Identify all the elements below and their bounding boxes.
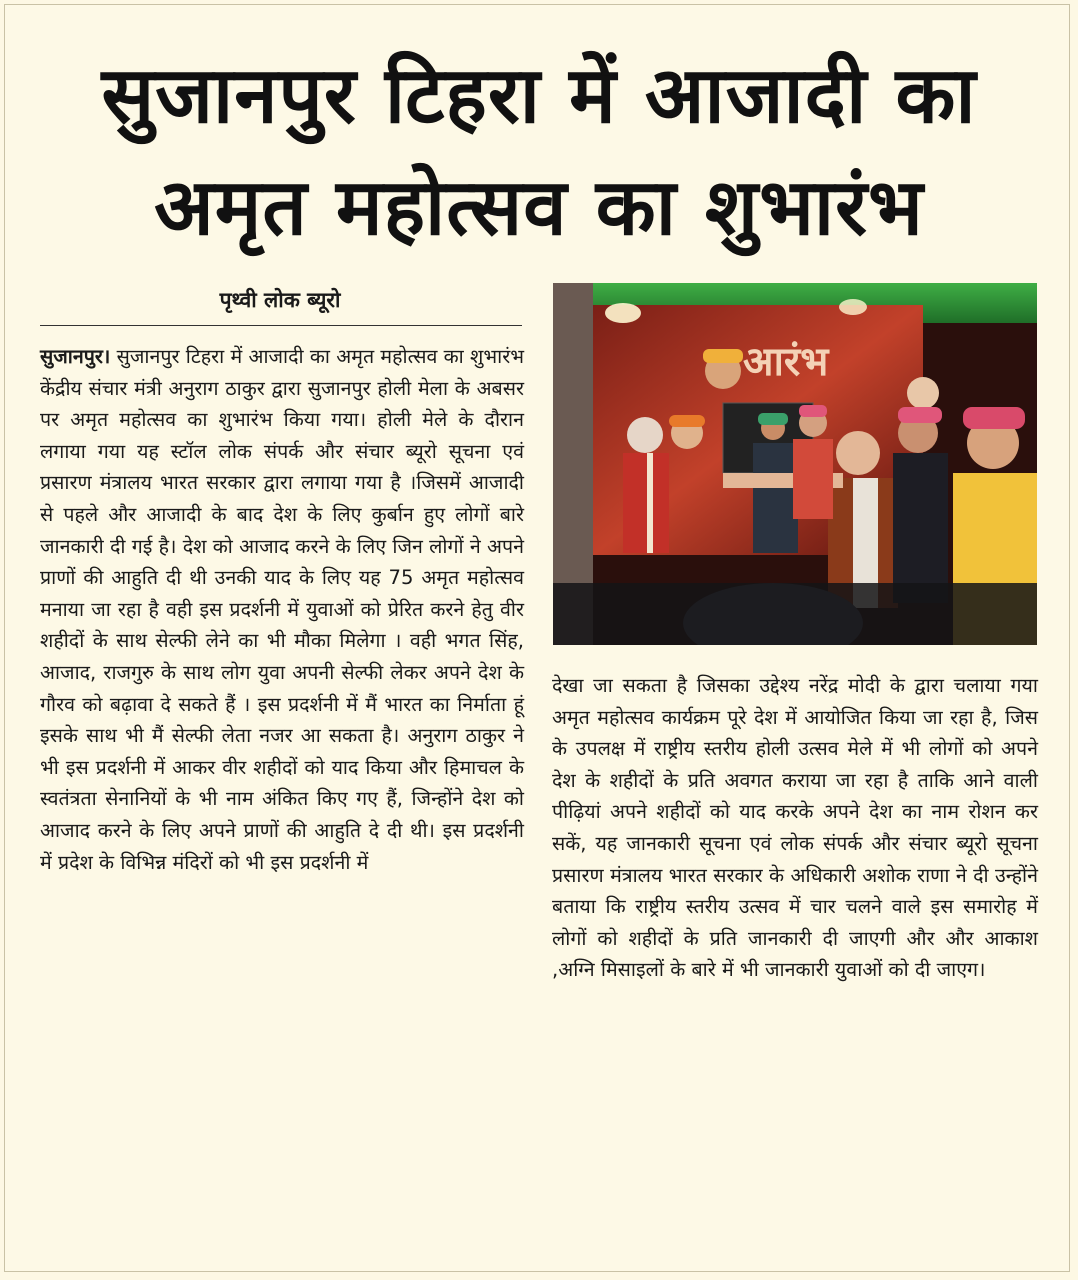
dateline: सुजानपुर।	[40, 345, 111, 368]
article-left-text: सुजानपुर टिहरा में आजादी का अमृत महोत्सव का शुभारंभ केंद्रीय संचार मंत्री अनुराग ठाकुर द्वारा सुजानपुर होली मेला के अबसर पर अमृत महोत्सव का शुभारंभ किया गया। होली मेले के दौरान लगाया गया यह स्टॉल लोक संपर्क और संचार ब्यूरो सूचना एवं प्रसारण मंत्रालय भारत सरकार द्वारा लगाया गया है ।जिसमें आजादी से पहले और आजादी के बाद देश के लिए कुर्बान हुए लोगों बारे जानकारी दी गई है। देश को आजाद करने के लिए जिन लोगों ने अपने प्राणों की आहुति दी थी उनकी याद के लिए यह 75 अमृत महोत्सव मनाया जा रहा है वही इस प्रदर्शनी में युवाओं को प्रेरित करने हेतु वीर शहीदों के साथ सेल्फी लेने का भी मौका मिलेगा । वही भगत सिंह, आजाद, राजगुरु के साथ लोग युवा अपनी सेल्फी लेकर अपने देश के गौरव को बढ़ावा दे सकते हैं । इस प्रदर्शनी में मैं भारत का निर्माता हूं इसके साथ भी मैं सेल्फी लेता नजर आ सकता है। अनुराग ठाकुर ने भी इस प्रदर्शनी में आकर वीर शहीदों को याद किया और हिमाचल के स्वतंत्रता सेनानियों के भी नाम अंकित किए गए हैं, जिन्होंने देश को आजाद करने के लिए अपने प्राणों की आहुति दे दी थी। इस प्रदर्शनी में प्रदेश के विभिन्न मंदिरों को भी इस प्रदर्शनी में	[40, 345, 524, 874]
byline-divider	[40, 325, 522, 326]
article-left-column	[40, 341, 524, 878]
headline-line-2: अमृत महोत्सव का शुभारंभ	[154, 163, 924, 253]
event-photo	[553, 283, 1037, 645]
headline	[20, 40, 1058, 264]
byline: पृथ्वी लोक ब्यूरो	[219, 288, 341, 312]
headline-line-1: सुजानपुर टिहरा में आजादी का	[101, 51, 977, 141]
photo-banner-text: आरंभ	[743, 338, 829, 385]
article-right-column: देखा जा सकता है जिसका उद्देश्य नरेंद्र मोदी के द्वारा चलाया गया अमृत महोत्सव कार्यक्रम पूरे देश में आयोजित किया जा रहा है, जिस के उपलक्ष में राष्ट्रीय स्तरीय होली उत्सव मेले में भी लोगों को अपने देश के शहीदों के प्रति अवगत कराया जा रहा है ताकि आने वाली पीढ़ियां अपने शहीदों को याद करके अपने देश का नाम रोशन कर सकें, यह जानकारी सूचना एवं लोक संपर्क और संचार ब्यूरो सूचना प्रसारण मंत्रालय भारत सरकार के अधिकारी अशोक राणा ने दी उन्होंने बताया कि राष्ट्रीय स्तरीय उत्सव में चार चलने वाले इस समारोह में लोगों को शहीदों के प्रति जानकारी दी जाएगी और और आकाश ,अग्नि मिसाइलों के बारे में भी जानकारी युवाओं को दी जाएग।	[552, 674, 1038, 982]
